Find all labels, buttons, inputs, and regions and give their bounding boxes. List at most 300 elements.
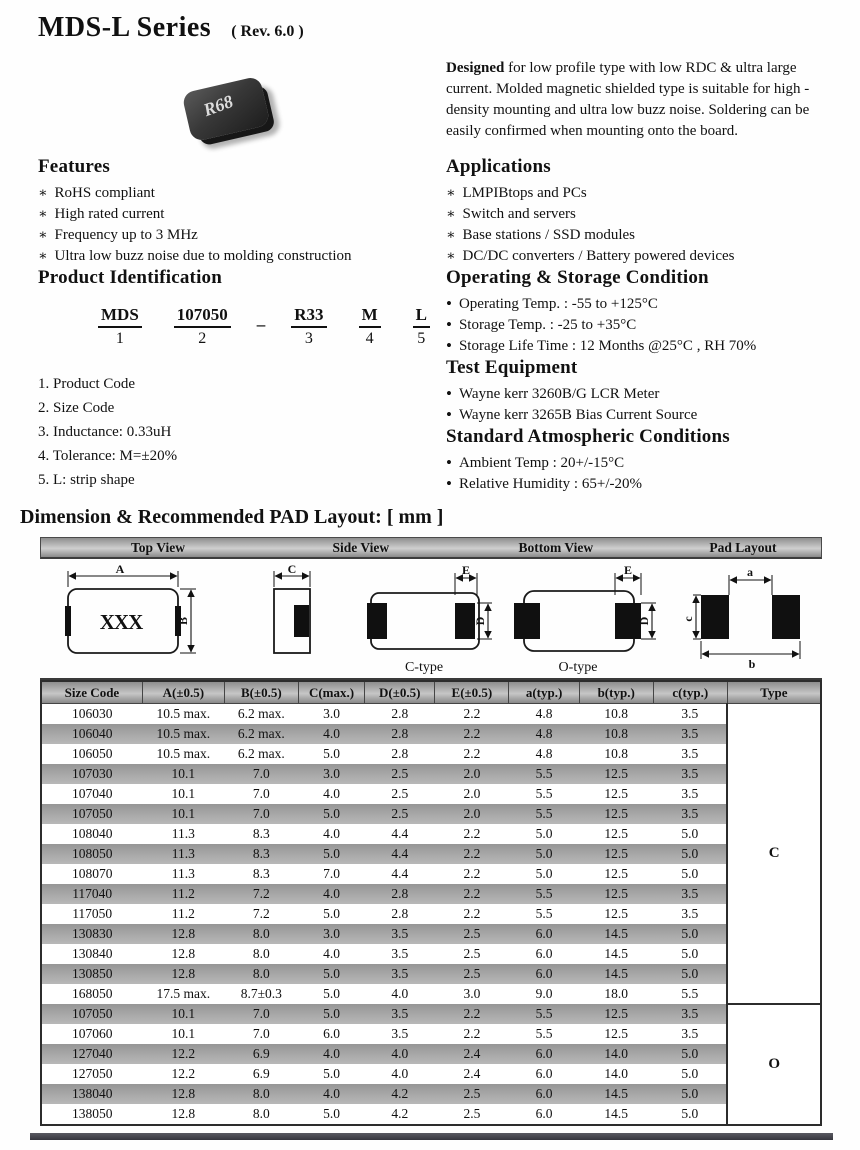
code-segment-value: MDS	[98, 305, 142, 328]
table-cell: 4.4	[365, 844, 435, 864]
table-cell: 14.5	[579, 924, 653, 944]
table-cell: 10.1	[142, 764, 224, 784]
title-row	[38, 12, 304, 44]
list-item-text: Frequency up to 3 MHz	[54, 227, 198, 243]
table-cell: 127050	[41, 1064, 142, 1084]
table-row	[41, 904, 821, 924]
table-cell: 107050	[41, 1004, 142, 1024]
table-header-cell: Type	[727, 681, 821, 704]
bullet-marker: ∗	[38, 228, 48, 243]
table-cell: 138040	[41, 1084, 142, 1104]
table-row	[41, 964, 821, 984]
table-cell: 4.0	[298, 1044, 364, 1064]
table-cell: 5.5	[653, 984, 727, 1004]
table-cell: 3.0	[298, 764, 364, 784]
table-cell: 4.2	[365, 1084, 435, 1104]
table-cell: 7.0	[224, 1004, 298, 1024]
table-cell: 5.5	[509, 884, 579, 904]
pad-a-label: a	[747, 565, 753, 579]
view-label-side: Side View	[332, 540, 390, 555]
table-header-cell: B(±0.5)	[224, 681, 298, 704]
view-label-bottom: Bottom View	[518, 540, 594, 555]
list-item	[446, 474, 846, 495]
table-cell: 3.0	[298, 704, 364, 725]
code-notes-list	[38, 372, 436, 492]
list-item-text: 1. Product Code	[38, 376, 136, 392]
table-cell: 8.7±0.3	[224, 984, 298, 1004]
bullet-marker: •	[446, 294, 452, 313]
dimension-section-heading: Dimension & Recommended PAD Layout: [ mm ]	[20, 506, 444, 528]
list-item-text: Storage Temp. : -25 to +35°C	[458, 317, 637, 333]
table-cell: 8.3	[224, 824, 298, 844]
table-cell: 4.2	[365, 1104, 435, 1125]
table-cell: 12.8	[142, 1084, 224, 1104]
table-cell: 5.0	[509, 844, 579, 864]
list-item	[38, 396, 436, 420]
dim-b-label: B	[176, 616, 190, 626]
table-header-cell: c(typ.)	[653, 681, 727, 704]
view-label-pad: Pad Layout	[709, 540, 777, 555]
table-row	[41, 884, 821, 904]
table-cell: 12.5	[579, 904, 653, 924]
table-cell: 2.2	[435, 864, 509, 884]
table-row	[41, 784, 821, 804]
table-cell: 8.3	[224, 844, 298, 864]
table-cell: 4.0	[298, 824, 364, 844]
left-column	[38, 156, 436, 492]
table-cell: 5.0	[298, 1064, 364, 1084]
code-segment-value: R33	[291, 305, 326, 328]
list-item	[38, 204, 436, 225]
table-row	[41, 1064, 821, 1084]
view-label-top: Top View	[131, 540, 185, 555]
list-item	[38, 420, 436, 444]
table-cell: 3.5	[653, 784, 727, 804]
side-view-diagram	[252, 563, 342, 675]
list-item	[38, 444, 436, 468]
list-item	[446, 336, 846, 357]
table-header-cell: D(±0.5)	[365, 681, 435, 704]
bullet-marker: ∗	[446, 186, 456, 201]
bullet-marker: •	[446, 453, 452, 472]
table-cell: 11.3	[142, 864, 224, 884]
table-row	[41, 824, 821, 844]
table-cell: 12.8	[142, 964, 224, 984]
table-row	[41, 1024, 821, 1044]
list-item-text: RoHS compliant	[54, 185, 155, 201]
page-title: MDS-L Series	[38, 12, 212, 43]
table-cell: 9.0	[509, 984, 579, 1004]
bottom-view-c-type-diagram	[358, 563, 503, 678]
table-cell: 4.8	[509, 744, 579, 764]
table-cell: 6.0	[509, 1044, 579, 1064]
table-row	[41, 864, 821, 884]
table-cell: 7.0	[298, 864, 364, 884]
code-segment	[359, 305, 381, 348]
table-cell: 10.1	[142, 1024, 224, 1044]
dim-d-label: D	[473, 616, 487, 626]
table-cell: 3.5	[653, 904, 727, 924]
list-item-text: 3. Inductance: 0.33uH	[38, 424, 172, 440]
list-item	[446, 204, 846, 225]
list-item-text: Storage Life Time : 12 Months @25°C , RH 70%	[458, 338, 757, 354]
table-cell: 7.2	[224, 884, 298, 904]
table-cell: 8.0	[224, 1084, 298, 1104]
table-cell: 6.9	[224, 1064, 298, 1084]
table-header-cell: C(max.)	[298, 681, 364, 704]
bottom-view-o-type-diagram	[508, 563, 663, 678]
dim-e-label: E	[461, 563, 471, 577]
table-cell: 3.5	[365, 1024, 435, 1044]
table-cell: 14.0	[579, 1064, 653, 1084]
table-cell: 8.3	[224, 864, 298, 884]
table-cell: 5.0	[298, 844, 364, 864]
table-cell: 3.5	[653, 704, 727, 725]
dimension-table	[40, 680, 822, 1126]
table-cell: 5.0	[653, 964, 727, 984]
list-item	[38, 183, 436, 204]
table-cell: 10.5 max.	[142, 744, 224, 764]
table-cell: 12.8	[142, 924, 224, 944]
table-cell: 4.0	[365, 1044, 435, 1064]
table-cell: 12.2	[142, 1064, 224, 1084]
bullet-marker: •	[446, 315, 452, 334]
table-cell: 2.2	[435, 884, 509, 904]
list-item	[446, 183, 846, 204]
code-segment-number: 1	[115, 330, 124, 347]
product-photo	[181, 76, 270, 143]
features-list	[38, 183, 436, 267]
table-cell: 2.4	[435, 1064, 509, 1084]
table-cell: 2.8	[365, 724, 435, 744]
features-heading: Features	[38, 156, 110, 177]
dim-d-label: D	[637, 616, 651, 626]
table-cell: 4.0	[298, 724, 364, 744]
table-row	[41, 844, 821, 864]
table-cell: 107040	[41, 784, 142, 804]
bullet-marker: ∗	[38, 249, 48, 264]
table-cell: 5.0	[653, 1084, 727, 1104]
table-cell: 2.0	[435, 784, 509, 804]
bullet-marker: •	[446, 336, 452, 355]
table-cell: 107060	[41, 1024, 142, 1044]
table-cell: 3.5	[653, 1024, 727, 1044]
table-cell: 8.0	[224, 1104, 298, 1125]
product-identification-heading: Product Identification	[38, 267, 223, 288]
table-cell: 4.0	[298, 1084, 364, 1104]
bullet-marker: •	[446, 405, 452, 424]
table-row	[41, 944, 821, 964]
diagram-band	[40, 537, 822, 680]
list-item-text: LMPIBtops and PCs	[462, 185, 587, 201]
table-row	[41, 924, 821, 944]
table-cell: 5.5	[509, 1004, 579, 1024]
list-item-text: Ambient Temp : 20+/-15°C	[458, 455, 625, 471]
type-cell: O	[727, 1004, 821, 1125]
table-cell: 168050	[41, 984, 142, 1004]
table-cell: 6.2 max.	[224, 704, 298, 725]
table-cell: 4.0	[298, 784, 364, 804]
table-cell: 108040	[41, 824, 142, 844]
dim-e-label: E	[623, 563, 633, 577]
top-view-diagram	[58, 563, 213, 675]
table-cell: 5.0	[298, 1004, 364, 1024]
table-cell: 3.5	[653, 744, 727, 764]
table-cell: 6.2 max.	[224, 744, 298, 764]
code-segment-number: 2	[198, 330, 207, 347]
table-cell: 12.8	[142, 944, 224, 964]
table-cell: 12.5	[579, 884, 653, 904]
table-cell: 11.2	[142, 884, 224, 904]
test-equipment-list	[446, 384, 846, 426]
bullet-marker: •	[446, 384, 452, 403]
code-segment-number: 5	[417, 330, 426, 347]
table-cell: 3.5	[365, 1004, 435, 1024]
table-cell: 4.0	[298, 944, 364, 964]
table-cell: 7.0	[224, 1024, 298, 1044]
table-cell: 6.0	[509, 1104, 579, 1125]
bullet-marker: ∗	[38, 186, 48, 201]
list-item-text: 5. L: strip shape	[38, 472, 135, 488]
list-item-text: High rated current	[54, 206, 165, 222]
table-cell: 5.5	[509, 764, 579, 784]
table-cell: 6.0	[509, 1084, 579, 1104]
code-segment-number: 4	[365, 330, 374, 347]
table-row	[41, 1104, 821, 1125]
table-cell: 6.9	[224, 1044, 298, 1064]
bullet-marker: •	[446, 474, 452, 493]
list-item	[38, 246, 436, 267]
table-cell: 4.0	[365, 984, 435, 1004]
table-cell: 130830	[41, 924, 142, 944]
table-cell: 5.5	[509, 804, 579, 824]
table-cell: 10.8	[579, 744, 653, 764]
list-item	[446, 405, 846, 426]
table-cell: 5.0	[298, 804, 364, 824]
pad-b-label: b	[748, 657, 756, 671]
table-cell: 7.2	[224, 904, 298, 924]
diagram-area	[40, 559, 822, 680]
table-cell: 5.5	[509, 784, 579, 804]
table-row	[41, 1004, 821, 1024]
table-cell: 117040	[41, 884, 142, 904]
list-item	[446, 246, 846, 267]
code-segment-value: L	[413, 305, 430, 328]
description-body: for low profile type with low RDC & ultra large current. Molded magnetic shielded type is suitable for high -density mounting and ultra low buzz noise. Soldering can be easily confirmed when mounting onto the board.	[446, 60, 810, 139]
table-cell: 5.0	[653, 944, 727, 964]
table-cell: 14.5	[579, 964, 653, 984]
table-cell: 2.2	[435, 904, 509, 924]
revision-label: ( Rev. 6.0 )	[231, 23, 304, 40]
code-segment-number: 3	[304, 330, 313, 347]
table-cell: 3.5	[365, 944, 435, 964]
list-item-text: Ultra low buzz noise due to molding construction	[54, 248, 352, 264]
code-separator: _	[256, 309, 266, 328]
list-item	[38, 468, 436, 492]
code-segment-value: M	[359, 305, 381, 328]
table-cell: 14.0	[579, 1044, 653, 1064]
list-item	[38, 372, 436, 396]
dim-c-label: C	[287, 562, 297, 576]
table-cell: 10.5 max.	[142, 724, 224, 744]
table-cell: 10.5 max.	[142, 704, 224, 725]
table-cell: 2.2	[435, 744, 509, 764]
table-cell: 5.0	[653, 824, 727, 844]
list-item-text: 2. Size Code	[38, 400, 115, 416]
table-cell: 8.0	[224, 964, 298, 984]
code-segment	[291, 305, 326, 348]
list-item-text: Switch and servers	[462, 206, 576, 222]
table-header-cell: a(typ.)	[509, 681, 579, 704]
table-cell: 8.0	[224, 944, 298, 964]
atmospheric-list	[446, 453, 846, 495]
table-cell: 130850	[41, 964, 142, 984]
table-cell: 6.2 max.	[224, 724, 298, 744]
table-cell: 2.8	[365, 744, 435, 764]
table-cell: 12.5	[579, 1004, 653, 1024]
dimension-table-header-row	[41, 681, 821, 704]
table-cell: 12.8	[142, 1104, 224, 1125]
code-segment	[413, 305, 430, 348]
bullet-marker: ∗	[38, 207, 48, 222]
table-cell: 138050	[41, 1104, 142, 1125]
table-cell: 2.2	[435, 824, 509, 844]
applications-heading: Applications	[446, 156, 551, 177]
table-cell: 5.0	[298, 1104, 364, 1125]
table-cell: 5.0	[653, 844, 727, 864]
table-cell: 3.5	[653, 1004, 727, 1024]
table-cell: 4.4	[365, 824, 435, 844]
table-cell: 4.0	[365, 1064, 435, 1084]
table-cell: 5.0	[298, 904, 364, 924]
table-cell: 10.1	[142, 804, 224, 824]
table-cell: 5.0	[653, 1104, 727, 1125]
table-cell: 106030	[41, 704, 142, 725]
operating-storage-list	[446, 294, 846, 357]
table-cell: 12.2	[142, 1044, 224, 1064]
table-row	[41, 1044, 821, 1064]
table-cell: 3.5	[653, 764, 727, 784]
list-item-text: Wayne kerr 3260B/G LCR Meter	[458, 386, 660, 402]
table-cell: 5.5	[509, 1024, 579, 1044]
dimension-table-body	[41, 704, 821, 1126]
table-cell: 2.5	[435, 924, 509, 944]
table-cell: 11.2	[142, 904, 224, 924]
applications-list	[446, 183, 846, 267]
table-cell: 2.5	[435, 964, 509, 984]
table-cell: 3.5	[653, 804, 727, 824]
table-cell: 6.0	[509, 964, 579, 984]
list-item-text: Operating Temp. : -55 to +125°C	[458, 296, 658, 312]
bullet-marker: ∗	[446, 207, 456, 222]
table-cell: 5.0	[298, 964, 364, 984]
table-cell: 2.5	[435, 1104, 509, 1125]
table-cell: 12.5	[579, 864, 653, 884]
bullet-marker: ∗	[446, 249, 456, 264]
list-item-text: 4. Tolerance: M=±20%	[38, 448, 178, 464]
table-cell: 8.0	[224, 924, 298, 944]
table-cell: 11.3	[142, 844, 224, 864]
table-cell: 108050	[41, 844, 142, 864]
table-cell: 10.8	[579, 724, 653, 744]
description-lead: Designed	[446, 60, 505, 76]
table-cell: 2.2	[435, 704, 509, 725]
code-segment	[98, 305, 142, 348]
table-cell: 10.1	[142, 1004, 224, 1024]
table-cell: 2.5	[365, 804, 435, 824]
table-cell: 12.5	[579, 844, 653, 864]
table-cell: 107050	[41, 804, 142, 824]
table-cell: 7.0	[224, 784, 298, 804]
table-cell: 2.4	[435, 1044, 509, 1064]
product-code-breakdown	[98, 305, 436, 348]
table-cell: 5.0	[509, 824, 579, 844]
list-item	[446, 225, 846, 246]
list-item	[446, 294, 846, 315]
view-labels-bar	[40, 537, 822, 559]
table-cell: 108070	[41, 864, 142, 884]
table-cell: 5.5	[509, 904, 579, 924]
table-cell: 3.5	[653, 724, 727, 744]
table-cell: 12.5	[579, 764, 653, 784]
table-cell: 3.0	[435, 984, 509, 1004]
table-cell: 5.0	[653, 1064, 727, 1084]
table-cell: 4.8	[509, 724, 579, 744]
table-cell: 14.5	[579, 1104, 653, 1125]
table-cell: 4.4	[365, 864, 435, 884]
list-item-text: Wayne kerr 3265B Bias Current Source	[458, 407, 698, 423]
table-cell: 2.2	[435, 844, 509, 864]
table-cell: 2.2	[435, 1024, 509, 1044]
table-cell: 7.0	[224, 764, 298, 784]
c-type-caption: C-type	[404, 660, 444, 675]
table-cell: 11.3	[142, 824, 224, 844]
table-row	[41, 724, 821, 744]
table-cell: 12.5	[579, 1024, 653, 1044]
list-item-text: Relative Humidity : 65+/-20%	[458, 476, 642, 492]
table-cell: 127040	[41, 1044, 142, 1064]
o-type-caption: O-type	[558, 660, 598, 675]
list-item	[446, 453, 846, 474]
top-view-marking: XXX	[99, 610, 143, 634]
test-equipment-heading: Test Equipment	[446, 357, 578, 378]
table-cell: 6.0	[298, 1024, 364, 1044]
atmospheric-heading: Standard Atmospheric Conditions	[446, 426, 730, 447]
table-cell: 2.8	[365, 904, 435, 924]
product-description	[446, 58, 846, 142]
table-cell: 5.0	[653, 864, 727, 884]
table-cell: 2.2	[435, 1004, 509, 1024]
pad-c-label: c	[681, 616, 695, 622]
table-cell: 2.0	[435, 804, 509, 824]
table-cell: 5.0	[509, 864, 579, 884]
list-item-text: DC/DC converters / Battery powered devices	[462, 248, 735, 264]
table-cell: 3.5	[365, 964, 435, 984]
table-cell: 2.5	[435, 944, 509, 964]
table-cell: 2.0	[435, 764, 509, 784]
table-cell: 5.0	[298, 984, 364, 1004]
table-cell: 6.0	[509, 924, 579, 944]
table-row	[41, 984, 821, 1004]
table-cell: 17.5 max.	[142, 984, 224, 1004]
table-cell: 2.2	[435, 724, 509, 744]
table-cell: 14.5	[579, 1084, 653, 1104]
bullet-marker: ∗	[446, 228, 456, 243]
list-item-text: Base stations / SSD modules	[462, 227, 636, 243]
right-column	[446, 58, 846, 495]
table-cell: 6.0	[509, 1064, 579, 1084]
table-row	[41, 764, 821, 784]
